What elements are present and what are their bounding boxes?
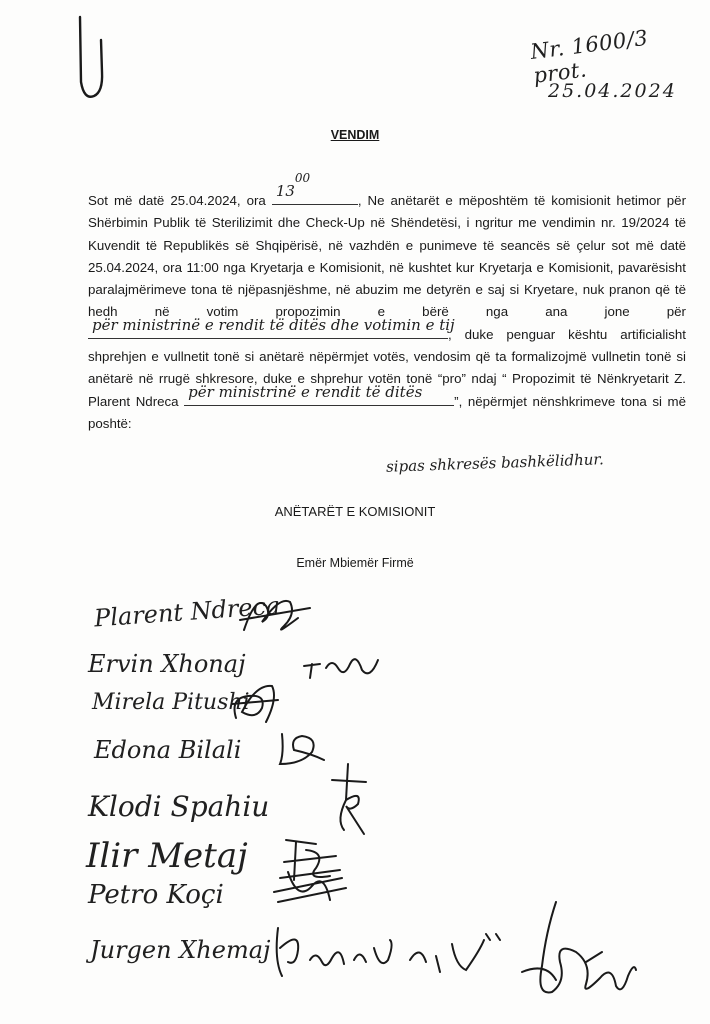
member-name: Ilir Metaj xyxy=(86,836,248,876)
member-name: Klodi Spahiu xyxy=(88,790,270,823)
body-part-2: , Ne anëtarët e mëposhtëm të komisionit hetimor për Shërbimin Publik të Sterilizimit dhe Check-Up në Shëndetësi, i ngritur me vendimin nr. 19/2024 të Kuvendit të Republikës së Shqipërisë, në vazhdën e punimeve të seancës së çelur sot më datë 25.04.2024, ora 11:00 nga Kryetarja e Komisionit, në kushtet kur Kryetarja e Komisionit, pavarësisht paralajmërimeve tona të njëpasnjëshme, në abuzim me detyrën e saj si Kryetare, nuk pranon që të hedh në votim propozimin e bërë nga ana jone për xyxy=(88,193,686,320)
proposal-blank-2 xyxy=(184,383,454,406)
corner-pen-mark xyxy=(70,12,110,102)
proposal-blank xyxy=(88,316,455,339)
signature-3 xyxy=(226,678,286,730)
protocol-date: 25.04.2024 xyxy=(548,80,677,102)
signature-7 xyxy=(268,862,352,912)
member-name: Ervin Xhonaj xyxy=(88,650,246,678)
protocol-number: Nr. 1600/3 prot. xyxy=(529,25,650,88)
column-header: Emër Mbiemër Firmë xyxy=(296,556,414,570)
member-name: Plarent Ndreca xyxy=(93,591,282,633)
signature-2 xyxy=(300,644,390,684)
document-title: VENDIM xyxy=(330,128,380,142)
signature-9 xyxy=(516,892,642,1010)
handwritten-proposal: për ministrinë e rendit të ditës dhe votimin e tij xyxy=(92,316,455,335)
body-part-4: ”, nëpërmjet nënshkrimeve tona si më poshtë: xyxy=(88,393,686,431)
member-name: Mirela Pitushi xyxy=(92,690,250,715)
hour-handwritten: $13^{00}$ xyxy=(275,170,311,200)
decision-body xyxy=(88,170,686,435)
member-name: Jurgen Xhemaj xyxy=(90,936,271,964)
signature-4 xyxy=(272,724,332,770)
handwritten-proposal-2: për ministrinë e rendit të ditës xyxy=(188,383,423,402)
signature-1 xyxy=(236,586,316,642)
member-name: Edona Bilali xyxy=(94,736,242,764)
body-part-3: , duke penguar kështu artificialisht shprehjen e vullnetit tonë si anëtarë nëpërmjet votës, vendosim që ta formalizojmë vullnetin tonë si anëtarë në rrugë shkresore, duke e shprehur votën tonë “pro” ndaj “ Propozimit të Nënkryetarit Z. Plarent Ndreca xyxy=(88,326,686,409)
members-heading: ANËTARËT E KOMISIONIT xyxy=(274,504,436,519)
body-part-1: Sot më datë 25.04.2024, ora xyxy=(88,193,266,208)
signature-8 xyxy=(270,920,510,984)
signature-5 xyxy=(326,760,372,840)
member-name: Petro Koçi xyxy=(88,880,224,910)
hour-blank xyxy=(272,170,358,205)
handwritten-note: sipas shkresës bashkëlidhur. xyxy=(385,450,604,476)
